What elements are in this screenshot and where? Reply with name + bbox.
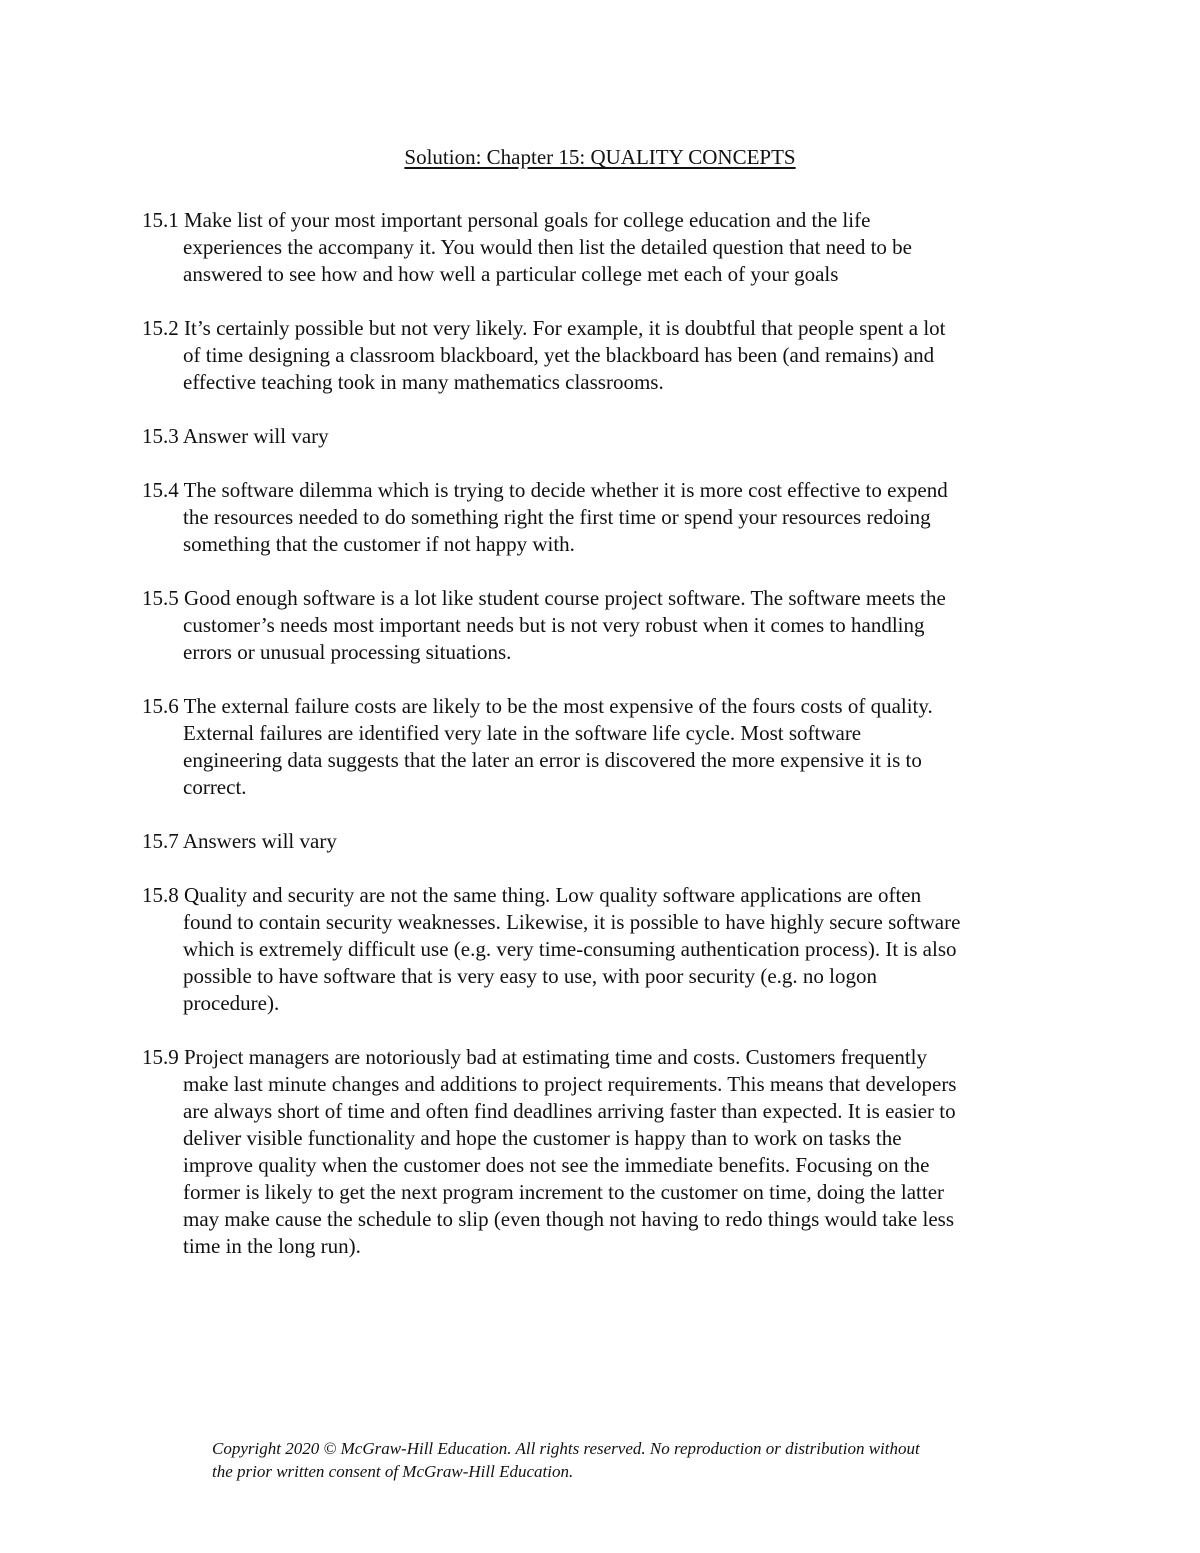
copyright-footer <box>212 1437 1072 1483</box>
answer-line: are always short of time and often find deadlines arriving faster than expected. It is easier to <box>183 1099 956 1123</box>
answer-15-5 <box>142 585 1062 666</box>
answer-15-3 <box>142 423 1062 450</box>
answer-line: customer’s needs most important needs but is not very robust when it comes to handling <box>183 613 925 637</box>
answer-line: deliver visible functionality and hope the customer is happy than to work on tasks the <box>183 1126 902 1150</box>
answer-line: may make cause the schedule to slip (even though not having to redo things would take less <box>183 1207 954 1231</box>
answer-line: experiences the accompany it. You would then list the detailed question that need to be <box>183 235 912 259</box>
answer-15-6 <box>142 693 1062 801</box>
answer-line: procedure). <box>183 991 280 1015</box>
answer-15-9 <box>142 1044 1062 1260</box>
answer-list <box>142 207 1062 1287</box>
answer-15-8 <box>142 882 1062 1017</box>
answer-line: the resources needed to do something right the first time or spend your resources redoing <box>183 505 931 529</box>
answer-line: found to contain security weaknesses. Likewise, it is possible to have highly secure software <box>183 910 961 934</box>
answer-line: errors or unusual processing situations. <box>183 640 512 664</box>
answer-15-4 <box>142 477 1062 558</box>
answer-line: 15.3 Answer will vary <box>142 424 329 448</box>
answer-line: External failures are identified very late in the software life cycle. Most software <box>183 721 862 745</box>
answer-15-7 <box>142 828 1062 855</box>
answer-line: 15.2 It’s certainly possible but not very likely. For example, it is doubtful that people spent a lot <box>142 316 946 340</box>
answer-line: answered to see how and how well a particular college met each of your goals <box>183 262 839 286</box>
answer-line: time in the long run). <box>183 1234 361 1258</box>
answer-line: improve quality when the customer does not see the immediate benefits. Focusing on the <box>183 1153 930 1177</box>
answer-line: of time designing a classroom blackboard, yet the blackboard has been (and remains) and <box>183 343 935 367</box>
answer-line: which is extremely difficult use (e.g. very time-consuming authentication process). It is also <box>183 937 957 961</box>
answer-line: 15.1 Make list of your most important personal goals for college education and the life <box>142 208 871 232</box>
answer-line: possible to have software that is very easy to use, with poor security (e.g. no logon <box>183 964 878 988</box>
answer-line: correct. <box>183 775 247 799</box>
answer-15-1 <box>142 207 1062 288</box>
answer-line: 15.8 Quality and security are not the same thing. Low quality software applications are often <box>142 883 922 907</box>
answer-line: something that the customer if not happy with. <box>183 532 575 556</box>
answer-line: 15.7 Answers will vary <box>142 829 337 853</box>
answer-line: 15.6 The external failure costs are likely to be the most expensive of the fours costs of quality. <box>142 694 933 718</box>
answer-line: engineering data suggests that the later an error is discovered the more expensive it is to <box>183 748 922 772</box>
answer-line: make last minute changes and additions to project requirements. This means that developers <box>183 1072 957 1096</box>
answer-line: 15.9 Project managers are notoriously bad at estimating time and costs. Customers frequently <box>142 1045 927 1069</box>
answer-15-2 <box>142 315 1062 396</box>
page-title: Solution: Chapter 15: QUALITY CONCEPTS <box>404 145 796 169</box>
footer-line: Copyright 2020 © McGraw-Hill Education. All rights reserved. No reproduction or distribution without <box>212 1439 920 1458</box>
answer-line: former is likely to get the next program increment to the customer on time, doing the latter <box>183 1180 945 1204</box>
footer-line: the prior written consent of McGraw-Hill Education. <box>212 1462 574 1481</box>
answer-line: 15.4 The software dilemma which is trying to decide whether it is more cost effective to expend <box>142 478 948 502</box>
answer-line: 15.5 Good enough software is a lot like student course project software. The software meets the <box>142 586 946 610</box>
answer-line: effective teaching took in many mathematics classrooms. <box>183 370 664 394</box>
